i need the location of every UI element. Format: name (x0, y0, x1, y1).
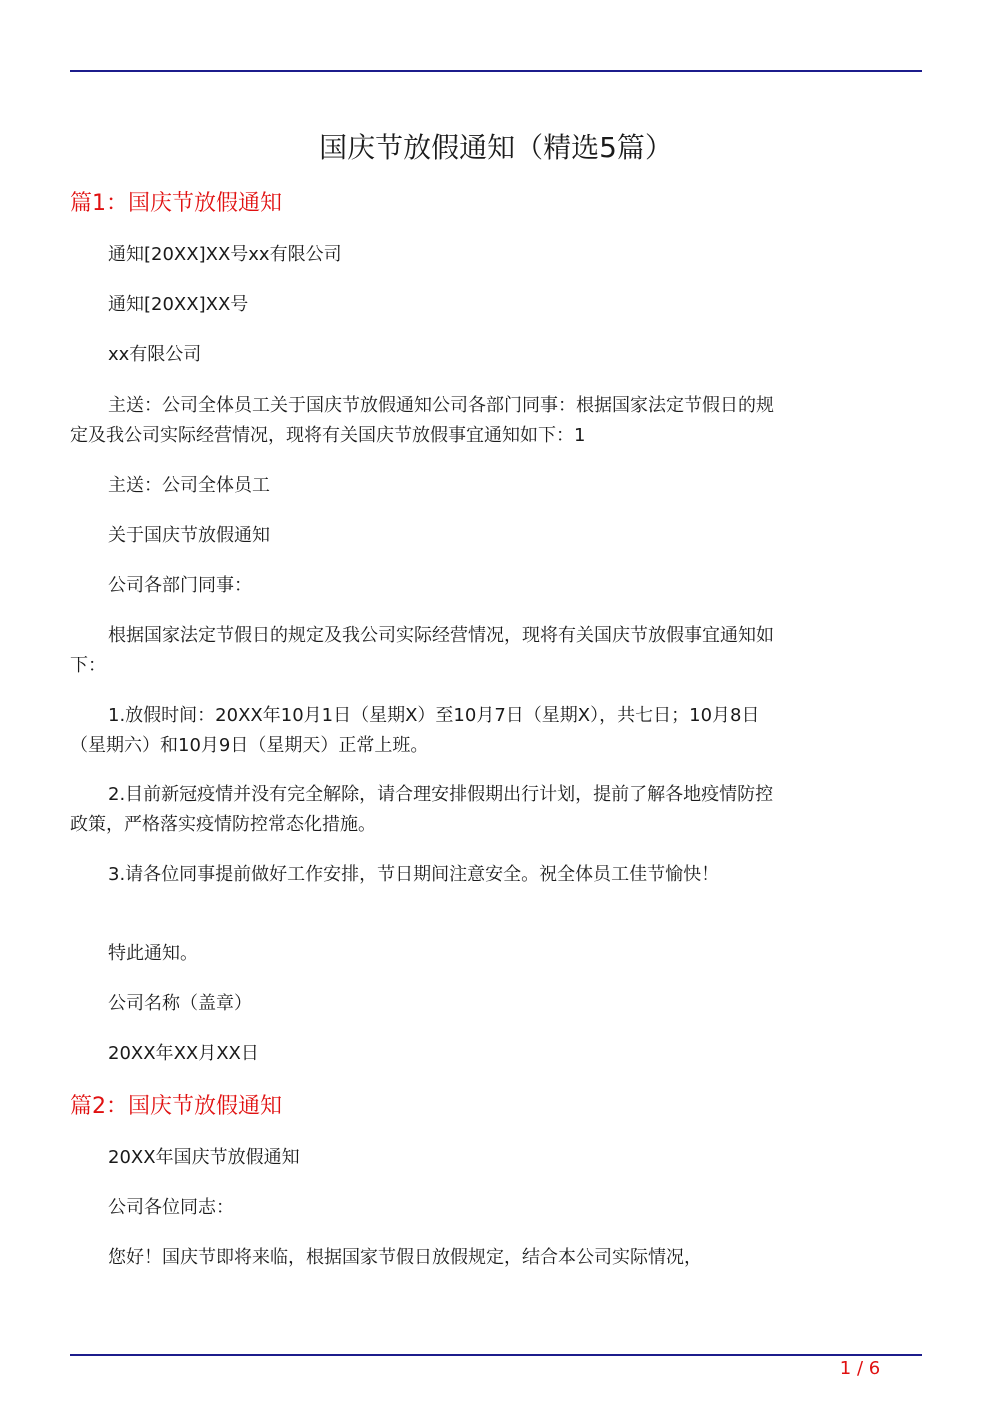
header-rule (70, 70, 922, 72)
paragraph: xx有限公司 (108, 344, 202, 365)
paragraph: 通知[20XX]XX号 (108, 294, 249, 315)
paragraph: 公司名称（盖章） (108, 993, 252, 1014)
footer-rule (70, 1354, 922, 1356)
paragraph: 公司各部门同事： (108, 575, 252, 596)
paragraph: 根据国家法定节假日的规定及我公司实际经营情况，现将有关国庆节放假事宜通知如下： (70, 625, 774, 676)
section-heading-1: 篇1：国庆节放假通知 (70, 191, 282, 216)
paragraph: 3.请各位同事提前做好工作安排，节日期间注意安全。祝全体员工佳节愉快！ (108, 864, 720, 885)
paragraph: 主送：公司全体员工 (108, 475, 270, 496)
paragraph: 1.放假时间：20XX年10月1日（星期X）至10月7日（星期X），共七日；10月8日（星期六）和10月9日（星期天）正常上班。 (70, 705, 760, 756)
paragraph: 20XX年国庆节放假通知 (108, 1147, 300, 1168)
section-heading-2: 篇2：国庆节放假通知 (70, 1094, 282, 1119)
paragraph: 20XX年XX月XX日 (108, 1043, 259, 1064)
paragraph: 2.目前新冠疫情并没有完全解除，请合理安排假期出行计划，提前了解各地疫情防控政策，严格落实疫情防控常态化措施。 (70, 784, 774, 835)
paragraph: 您好！国庆节即将来临，根据国家节假日放假规定，结合本公司实际情况， (108, 1247, 702, 1268)
paragraph: 关于国庆节放假通知 (108, 525, 270, 546)
page-indicator: 1 / 6 (839, 1358, 881, 1379)
paragraph: 主送：公司全体员工关于国庆节放假通知公司各部门同事：根据国家法定节假日的规定及我公司实际经营情况，现将有关国庆节放假事宜通知如下：1 (70, 395, 774, 446)
paragraph: 特此通知。 (108, 943, 198, 964)
paragraph: 通知[20XX]XX号xx有限公司 (108, 244, 342, 265)
paragraph: 公司各位同志： (108, 1197, 234, 1218)
document-title: 国庆节放假通知（精选5篇） (319, 131, 673, 164)
